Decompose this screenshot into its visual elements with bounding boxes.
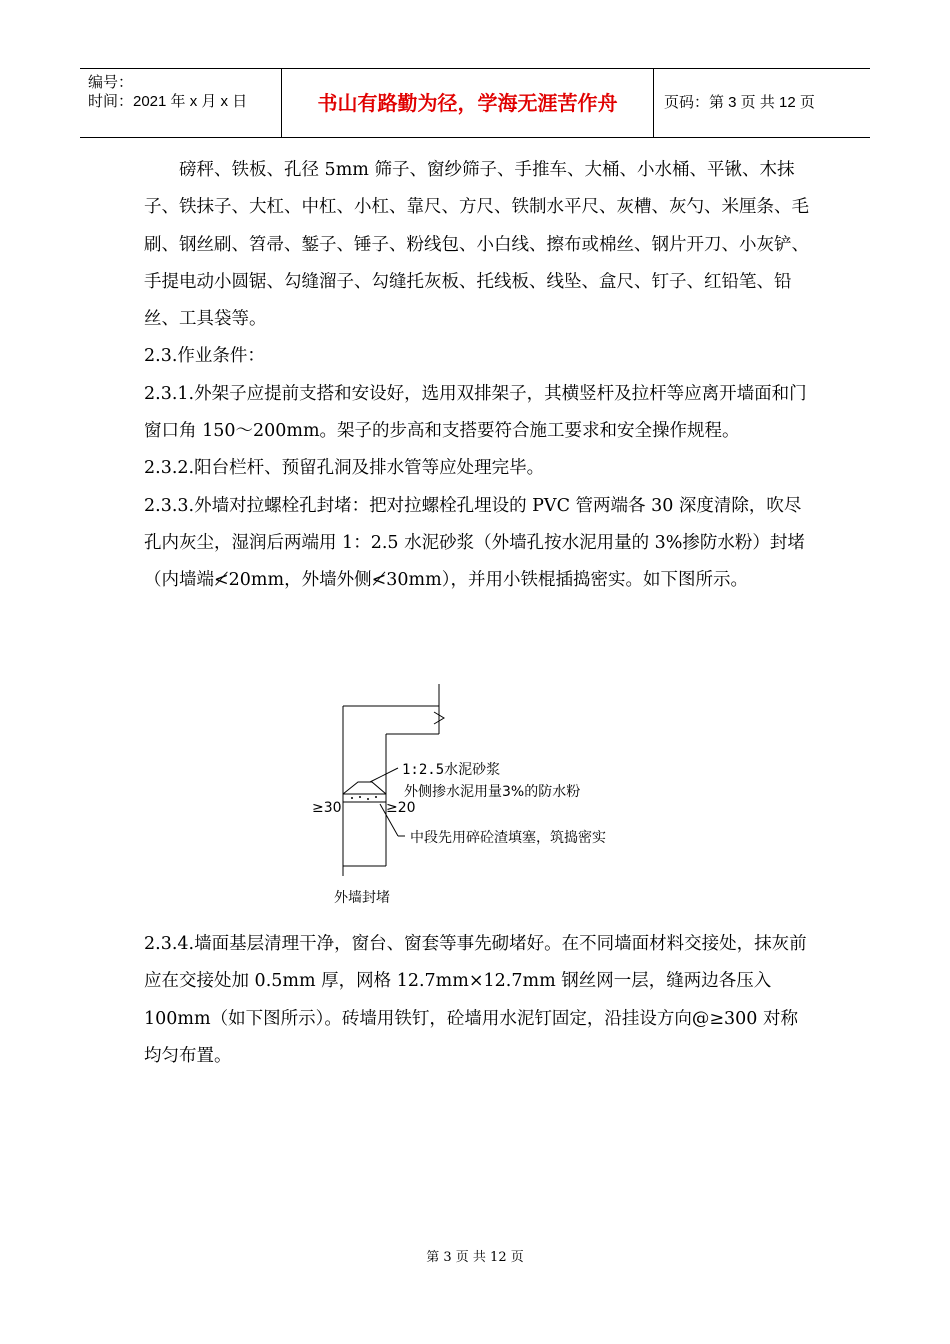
label-mortar: 1:2.5水泥砂浆 <box>402 762 501 778</box>
paragraph-2-3-2: 2.3.2.阳台栏杆、预留孔洞及排水管等应处理完毕。 <box>144 458 545 479</box>
label-right: ≥20 <box>386 800 416 816</box>
figure-caption: 外墙封堵 <box>334 890 390 906</box>
page-footer: 第 3 页 共 12 页 <box>426 1250 524 1265</box>
figure-lines <box>343 684 444 876</box>
header-meta <box>80 69 282 137</box>
paragraph-2-3-4: 2.3.4.墙面基层清理干净，窗台、窗套等事先砌堵好。在不同墙面材料交接处，抹灰前应在交接处加 0.5mm 厚，网格 12.7mm×12.7mm 钢丝网一层，缝两边各压入 100mm（如下图所示）。砖墙用铁钉，砼墙用水泥钉固定，沿挂设方向@≥300 对称均匀布置。 <box>144 934 807 1066</box>
tools-paragraph: 磅秤、铁板、孔径 5mm 筛子、窗纱筛子、手推车、大桶、小水桶、平锹、木抹子、铁抹子、大杠、中杠、小杠、靠尺、方尺、铁制水平尺、灰槽、灰勺、米厘条、毛刷、钢丝刷、笤帚、錾子、锤子、粉线包、小白线、擦布或棉丝、钢片开刀、小灰铲、手提电动小圆锯、勾缝溜子、勾缝托灰板、托线板、线坠、盒尺、钉子、红铅笔、铅丝、工具袋等。 <box>144 160 809 330</box>
page-header <box>80 68 870 138</box>
label-fill: 中段先用碎砼渣填塞，筑捣密实 <box>410 830 606 846</box>
body-section-1 <box>144 152 810 600</box>
label-waterproof: 外侧掺水泥用量3%的防水粉 <box>404 784 581 800</box>
figure-hatch <box>351 796 377 800</box>
section-heading-2-3: 2.3.作业条件： <box>144 346 265 367</box>
header-motto: 书山有路勤为径，学海无涯苦作舟 <box>282 69 654 137</box>
label-left: ≥30 <box>312 800 342 816</box>
body-section-2 <box>144 926 810 1075</box>
paragraph-2-3-1: 2.3.1.外架子应提前支搭和安设好，选用双排架子，其横竖杆及拉杆等应离开墙面和门窗口角 150～200mm。架子的步高和支搭要符合施工要求和安全操作规程。 <box>144 383 807 442</box>
header-page-info: 页码：第 3 页 共 12 页 <box>664 94 815 111</box>
paragraph-2-3-3: 2.3.3.外墙对拉螺栓孔封堵：把对拉螺栓孔埋设的 PVC 管两端各 30 深度清除，吹尽孔内灰尘，湿润后两端用 1：2.5 水泥砂浆（外墙孔按水泥用量的 3%掺防水粉）封堵（内墙端≮20mm，外墙外侧≮30mm），并用小铁棍插捣密实。如下图所示。 <box>144 495 805 591</box>
number-label: 编号： <box>88 74 134 91</box>
time-label: 时间：2021 年 x 月 x 日 <box>88 93 248 110</box>
wall-sealing-figure <box>300 676 660 916</box>
